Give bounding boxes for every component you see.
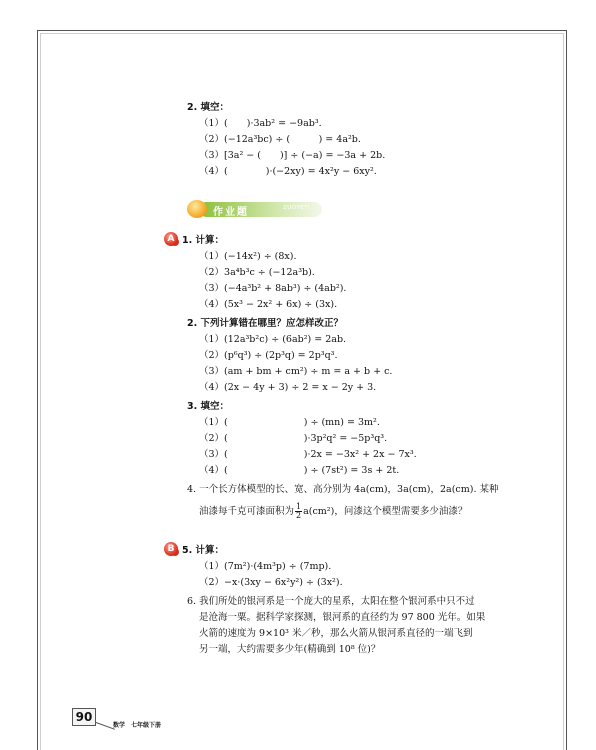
page-number: 90 [72, 708, 96, 726]
q6-line-3: 火箭的速度为 9×10³ 米／秒，那么火箭从银河系直径的一端飞到 [199, 628, 473, 639]
q4-fraction [295, 503, 302, 520]
q4-frac-num: 1 [296, 502, 302, 511]
q2-item-3: （3）(am + bm + cm²) ÷ m = a + b + c. [199, 366, 393, 377]
top-q2-item-3: （3）[3a² − ( )] ÷ (−a) = −3a + 2b. [199, 150, 386, 161]
q2-item-2: （2）(p⁶q³) ÷ (2p³q) = 2p³q³. [199, 350, 338, 361]
level-a-badge: A [164, 232, 178, 246]
top-q2-item-2: （2）(−12a³bc) ÷ ( ) = 4a²b. [199, 134, 361, 145]
q1-item-2: （2）3a⁴b³c ÷ (−12a³b). [199, 267, 315, 278]
q5-item-1: （1）(7m²)·(4m³p) ÷ (7mp). [199, 561, 332, 572]
homework-banner [187, 200, 322, 218]
q6-line-2: 是沧海一粟。据科学家探测，银河系的直径约为 97 800 光年。如果 [199, 612, 486, 623]
top-q2-item-1: （1）( )·3ab² = −9ab³. [199, 118, 322, 129]
q2-item-4: （4）(2x − 4y + 3) ÷ 2 = x − 2y + 3. [199, 382, 377, 393]
q3-title: 3. 填空： [187, 401, 230, 412]
q6-line-1: 6. 我们所处的银河系是一个庞大的星系，太阳在整个银河系中只不过 [187, 596, 475, 607]
q4-frac-den: 2 [296, 511, 302, 520]
q4-line-2 [199, 502, 467, 522]
top-q2-item-4: （4）( )·(−2xy) = 4x²y − 6xy². [199, 166, 377, 177]
q5-title: 5. 计算： [182, 545, 225, 556]
q1-item-1: （1）(−14x²) ÷ (8x). [199, 251, 297, 262]
q3-item-4: （4）( ) ÷ (7st²) = 3s + 2t. [199, 465, 400, 476]
orange-ball-icon [187, 200, 207, 218]
q3-item-2: （2）( )·3p²q² = −5p³q³. [199, 433, 388, 444]
banner-subtitle: ZUOYETI [283, 205, 311, 211]
banner-title: 作业题 [213, 207, 249, 218]
q4-line-2-after: a(cm²)，问漆这个模型需要多少油漆？ [303, 506, 468, 517]
q3-item-3: （3）( )·2x = −3x² + 2x − 7x³. [199, 449, 417, 460]
q6-line-4: 另一端，大约需要多少年(精确到 10⁸ 位)？ [199, 644, 381, 655]
q4-line-1: 4. 一个长方体模型的长、宽、高分别为 4a(cm)，3a(cm)，2a(cm). 某种 [187, 484, 499, 495]
q1-item-4: （4）(5x³ − 2x² + 6x) ÷ (3x). [199, 299, 338, 310]
q1-item-3: （3）(−4a³b² + 8ab³) ÷ (4ab²). [199, 283, 347, 294]
footer-book-title: 数学 七年级下册 [113, 722, 162, 729]
q4-line-2-before: 油漆每千克可漆面积为 [199, 506, 295, 517]
level-b-badge: B [164, 542, 178, 556]
top-q2-title: 2. 填空： [187, 102, 230, 113]
q5-item-2: （2）−x·(3xy − 6x²y²) ÷ (3x²). [199, 577, 343, 588]
q2-item-1: （1）(12a³b²c) ÷ (6ab²) = 2ab. [199, 334, 347, 345]
q3-item-1: （1）( ) ÷ (mn) = 3m². [199, 417, 380, 428]
q1-title: 1. 计算： [182, 235, 225, 246]
q2-title: 2. 下列计算错在哪里？应怎样改正？ [187, 318, 344, 329]
